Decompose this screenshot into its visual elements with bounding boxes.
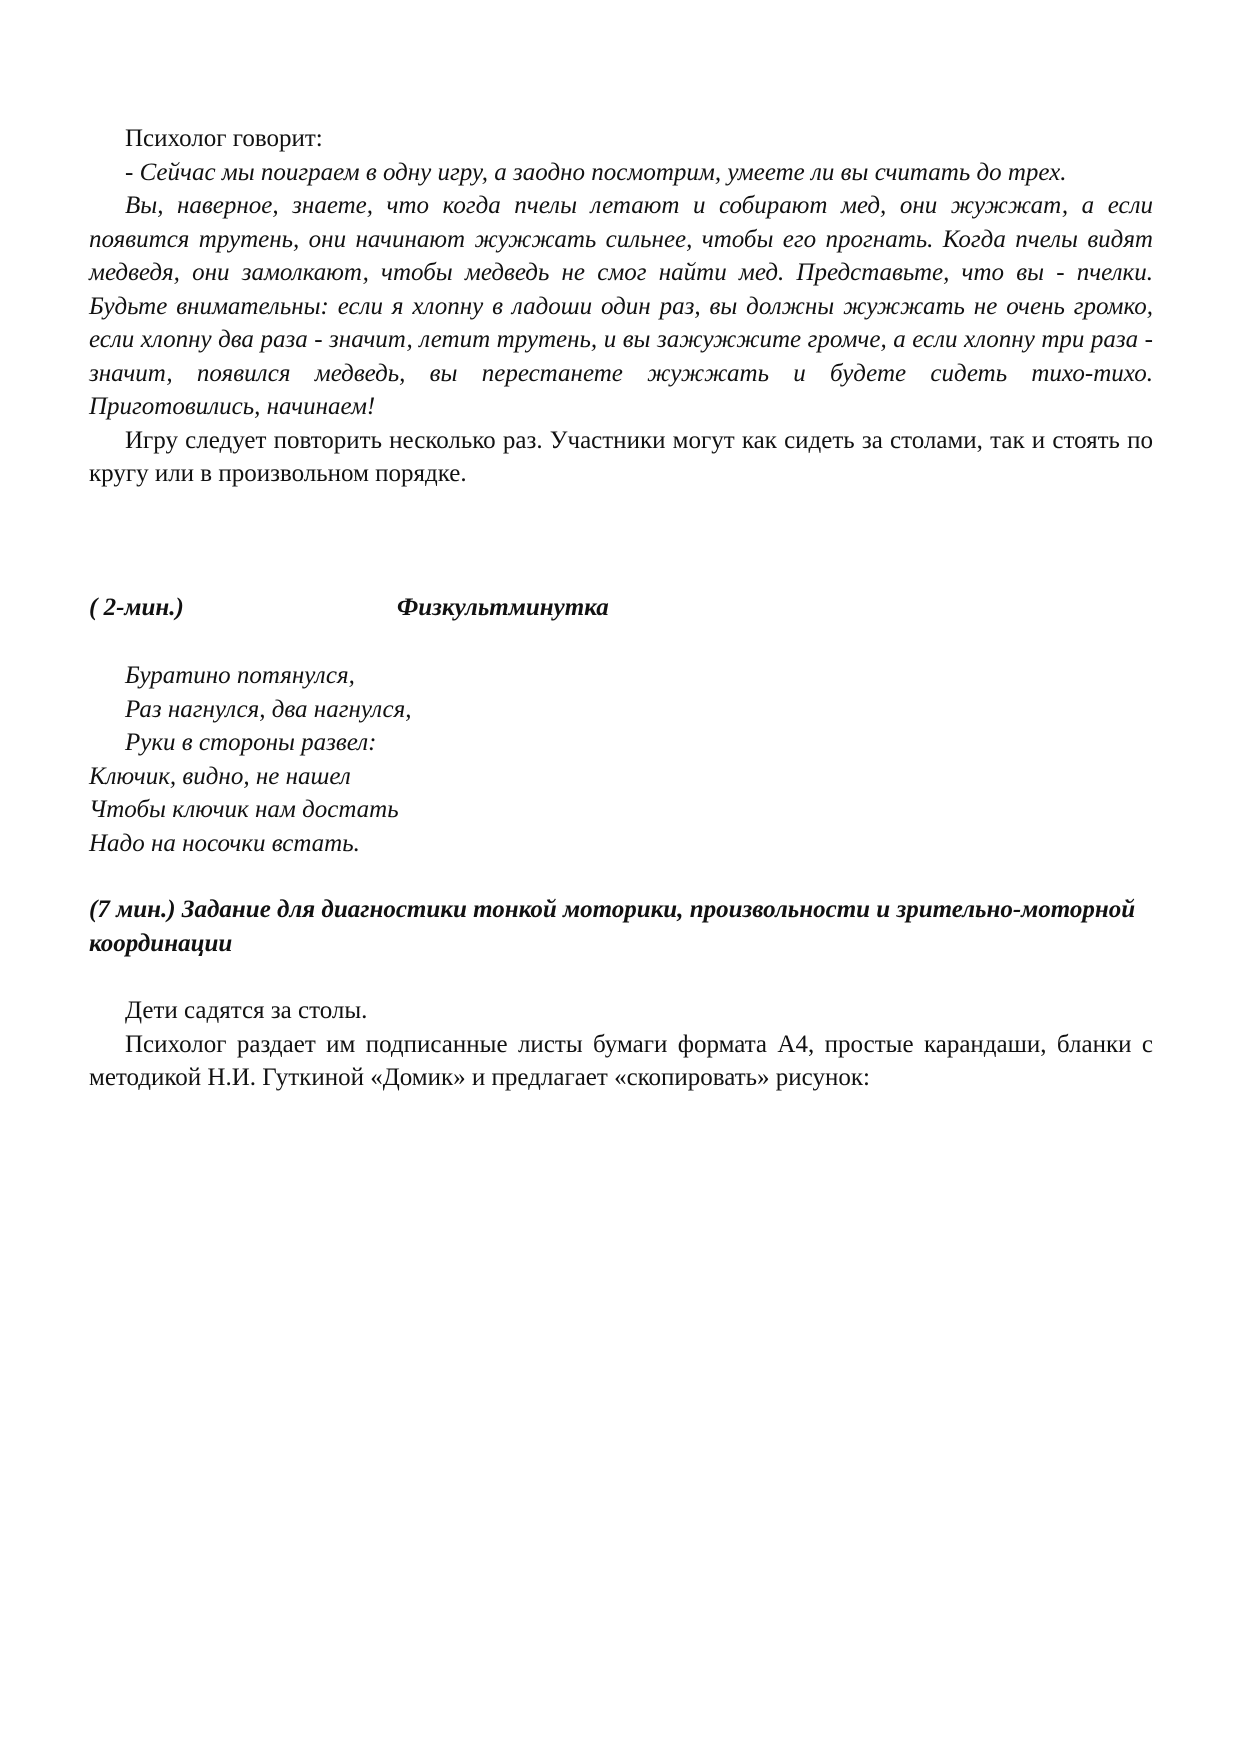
game-note-paragraph: Игру следует повторить несколько раз. Участники могут как сидеть за столами, так и стоять по кругу или в произвольном порядке.: [89, 426, 1153, 487]
task-paragraph-1: Дети садятся за столы.: [125, 997, 368, 1024]
poem-line: Чтобы ключик нам достать: [89, 796, 399, 823]
exercise-poem: [89, 659, 1153, 860]
instruction-paragraph-2: Вы, наверное, знаете, что когда пчелы летают и собирают мед, они жужжат, а если появится трутень, они начинают жужжать сильнее, чтобы его прогнать. Когда пчелы видят медведя, они замолкают, чтобы медведь не смог найти мед. Представьте, что вы - пчелки. Будьте внимательны: если я хлопну в ладоши один раз, вы должны жужжать не очень громко, если хлопну два раза - значит, летит трутень, и вы зажужжите громче, а если хлопну три раза - значит, появился медведь, вы перестанете жужжать и будете сидеть тихо-тихо. Приготовились, начинаем!: [89, 192, 1153, 420]
exercise-title: Физкультминутка: [397, 594, 609, 621]
instruction-paragraph-1: - Сейчас мы поиграем в одну игру, а заодно посмотрим, умеете ли вы считать до трех.: [125, 158, 1067, 186]
poem-line: Буратино потянулся,: [125, 662, 355, 689]
poem-line: Ключик, видно, не нашел: [89, 762, 351, 790]
poem-line: Раз нагнулся, два нагнулся,: [125, 695, 412, 723]
poem-line: Надо на носочки встать.: [89, 829, 360, 857]
task-paragraph-2: Психолог раздает им подписанные листы бумаги формата А4, простые карандаши, бланки с методикой Н.И. Гуткиной «Домик» и предлагает «скопировать» рисунок:: [89, 1030, 1153, 1091]
intro-block: [89, 122, 1153, 491]
exercise-time: ( 2-мин.): [89, 594, 184, 621]
poem-line: Руки в стороны развел:: [125, 729, 377, 756]
task-heading: (7 мин.) Задание для диагностики тонкой моторики, произвольности и зрительно-моторной координации: [89, 896, 1136, 957]
speaker-line: Психолог говорит:: [125, 125, 323, 152]
task-block: [89, 994, 1153, 1095]
